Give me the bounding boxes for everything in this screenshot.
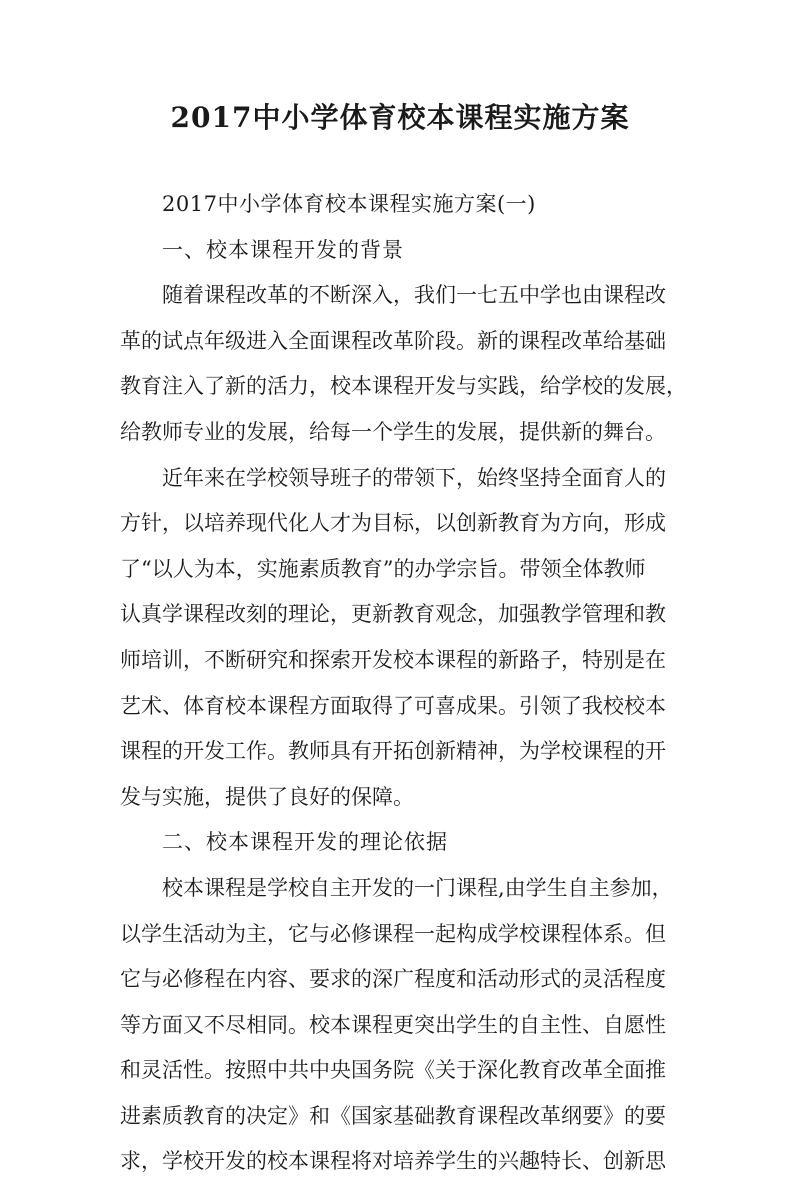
paragraph-line: 发与实施，提供了良好的保障。 (120, 784, 414, 809)
paragraph-line: 革的试点年级进入全面课程改革阶段。新的课程改革给基础 (120, 328, 666, 353)
paragraph-background-2 (120, 456, 690, 821)
paragraph-line: 进素质教育的决定》和《国家基础教育课程改革纲要》的要 (120, 1103, 666, 1128)
paragraph-line: 了“以人为本，实施素质教育”的办学宗旨。带领全体教师 (120, 556, 646, 581)
section-heading-background: 一、校本课程开发的背景 (162, 237, 404, 262)
paragraph-line: 随着课程改革的不断深入，我们一七五中学也由课程改 (162, 283, 666, 308)
document-body (120, 182, 690, 1185)
paragraph-line: 校本课程是学校自主开发的一门课程,由学生自主参加， (162, 875, 673, 900)
paragraph-line: 等方面又不尽相同。校本课程更突出学生的自主性、自愿性 (120, 1012, 666, 1037)
paragraph-line: 艺术、体育校本课程方面取得了可喜成果。引领了我校校本 (120, 693, 666, 718)
paragraph-theory-1 (120, 866, 690, 1185)
paragraph-line: 给教师专业的发展，给每一个学生的发展，提供新的舞台。 (120, 419, 666, 444)
paragraph-line: 认真学课程改刻的理论，更新教育观念，加强教学管理和教 (120, 602, 666, 627)
document-subtitle: 2017中小学体育校本课程实施方案(一) (162, 192, 536, 216)
paragraph-line: 课程的开发工作。教师具有开拓创新精神，为学校课程的开 (120, 739, 666, 764)
section-heading-theory: 二、校本课程开发的理论依据 (162, 830, 448, 855)
paragraph-line: 它与必修程在内容、要求的深广程度和活动形式的灵活程度 (120, 967, 666, 992)
paragraph-line: 方针，以培养现代化人才为目标，以创新教育为方向，形成 (120, 511, 666, 536)
document-title: 2017中小学体育校本课程实施方案 (170, 101, 630, 134)
paragraph-line: 和灵活性。按照中共中央国务院《关于深化教育改革全面推 (120, 1058, 666, 1083)
paragraph-line: 求，学校开发的校本课程将对培养学生的兴趣特长、创新思 (120, 1149, 666, 1174)
paragraph-line: 师培训，不断研究和探索开发校本课程的新路子，特别是在 (120, 647, 666, 672)
paragraph-line: 以学生活动为主，它与必修课程一起构成学校课程体系。但 (120, 921, 666, 946)
paragraph-background-1 (120, 273, 690, 455)
paragraph-line: 近年来在学校领导班子的带领下，始终坚持全面育人的 (162, 465, 666, 490)
paragraph-line: 教育注入了新的活力，校本课程开发与实践，给学校的发展， (120, 374, 687, 399)
